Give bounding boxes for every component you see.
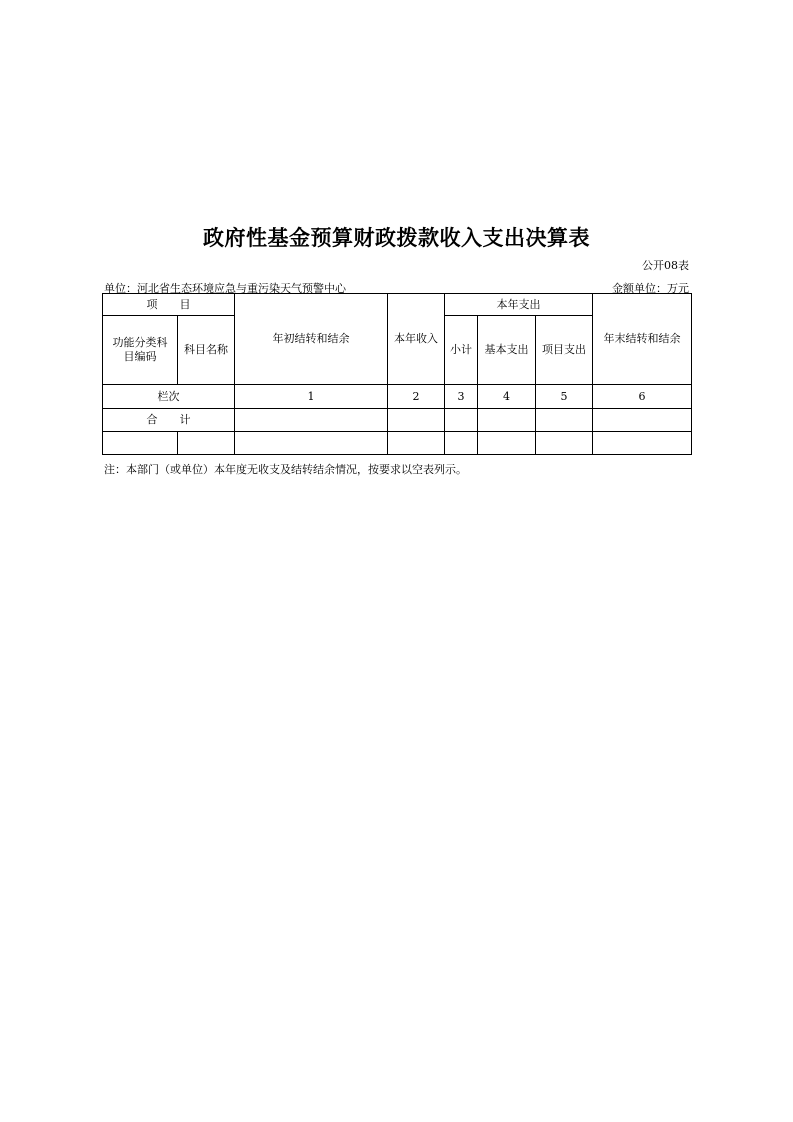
empty-cell	[478, 432, 536, 455]
total-cell	[235, 409, 388, 432]
page-title: 政府性基金预算财政拨款收入支出决算表	[203, 226, 590, 250]
opening-balance-header: 年初结转和结余	[235, 294, 388, 385]
item-header: 项 目	[103, 294, 235, 316]
empty-cell	[388, 432, 445, 455]
total-cell	[593, 409, 692, 432]
expense-group-header: 本年支出	[445, 294, 593, 316]
form-number: 公开08表	[642, 259, 689, 272]
subject-name-header: 科目名称	[178, 316, 235, 385]
column-number: 4	[478, 385, 536, 409]
money-unit-label: 金额单位：万元	[612, 282, 689, 295]
empty-cell	[178, 432, 235, 455]
empty-cell	[235, 432, 388, 455]
column-number: 2	[388, 385, 445, 409]
column-number: 5	[536, 385, 593, 409]
column-number-label: 栏次	[103, 385, 235, 409]
func-code-header: 功能分类科目编码	[103, 316, 178, 385]
total-cell	[478, 409, 536, 432]
total-cell	[536, 409, 593, 432]
empty-cell	[536, 432, 593, 455]
budget-table	[102, 293, 692, 455]
total-cell	[445, 409, 478, 432]
empty-cell	[593, 432, 692, 455]
column-number: 3	[445, 385, 478, 409]
project-expense-header: 项目支出	[536, 316, 593, 385]
total-label: 合 计	[103, 409, 235, 432]
unit-label: 单位：河北省生态环境应急与重污染天气预警中心	[104, 282, 346, 295]
column-number: 1	[235, 385, 388, 409]
income-header: 本年收入	[388, 294, 445, 385]
total-cell	[388, 409, 445, 432]
column-number: 6	[593, 385, 692, 409]
empty-cell	[445, 432, 478, 455]
subtotal-header: 小计	[445, 316, 478, 385]
basic-expense-header: 基本支出	[478, 316, 536, 385]
footnote: 注：本部门（或单位）本年度无收支及结转结余情况，按要求以空表列示。	[104, 463, 467, 476]
closing-balance-header: 年末结转和结余	[593, 294, 692, 385]
empty-cell	[103, 432, 178, 455]
